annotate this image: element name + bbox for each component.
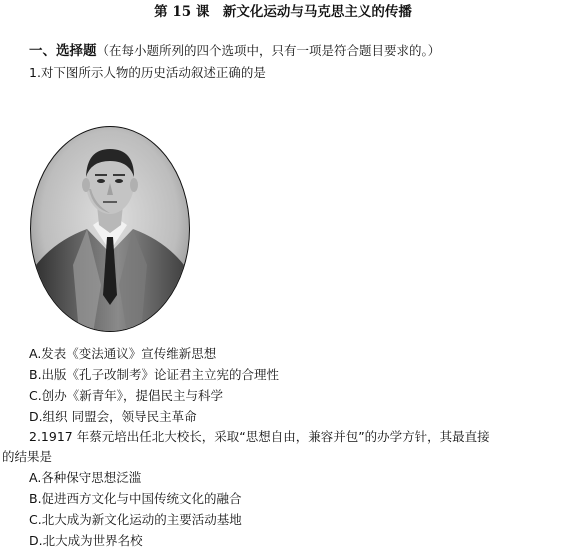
q2-option-b: B.促进西方文化与中国传统文化的融合 (29, 491, 242, 506)
section-heading: 一、选择题 (29, 43, 97, 59)
q1-option-b: B.出版《孔子改制考》论证君主立宪的合理性 (29, 367, 280, 382)
q1-option-a: A.发表《变法通议》宣传维新思想 (29, 346, 217, 361)
portrait-photo (29, 125, 191, 333)
portrait-figure (29, 125, 191, 333)
q2-option-c: C.北大成为新文化运动的主要活动基地 (29, 512, 242, 527)
question-2-stem-line1: 2.1917 年蔡元培出任北大校长，采取“思想自由，兼容并包”的办学方针，其最直接 (29, 429, 490, 444)
q2-option-a: A.各种保守思想泛滥 (29, 470, 142, 485)
lesson-title-prefix: 第 (154, 4, 168, 20)
q1-option-c: C.创办《新青年》，提倡民主与科学 (29, 388, 223, 403)
question-1-stem: 1.对下图所示人物的历史活动叙述正确的是 (29, 65, 266, 80)
section-heading-row (29, 42, 440, 60)
lesson-title (0, 3, 566, 21)
section-note: （在每小题所列的四个选项中，只有一项是符合题目要求的。） (96, 43, 441, 58)
lesson-title-suffix: 课 新文化运动与马克思主义的传播 (195, 4, 412, 20)
lesson-title-number: 15 (172, 4, 192, 20)
question-2-stem-line2: 的结果是 (2, 449, 53, 464)
q1-option-d: D.组织 同盟会，领导民主革命 (29, 409, 197, 424)
q2-option-d: D.北大成为世界名校 (29, 533, 143, 548)
